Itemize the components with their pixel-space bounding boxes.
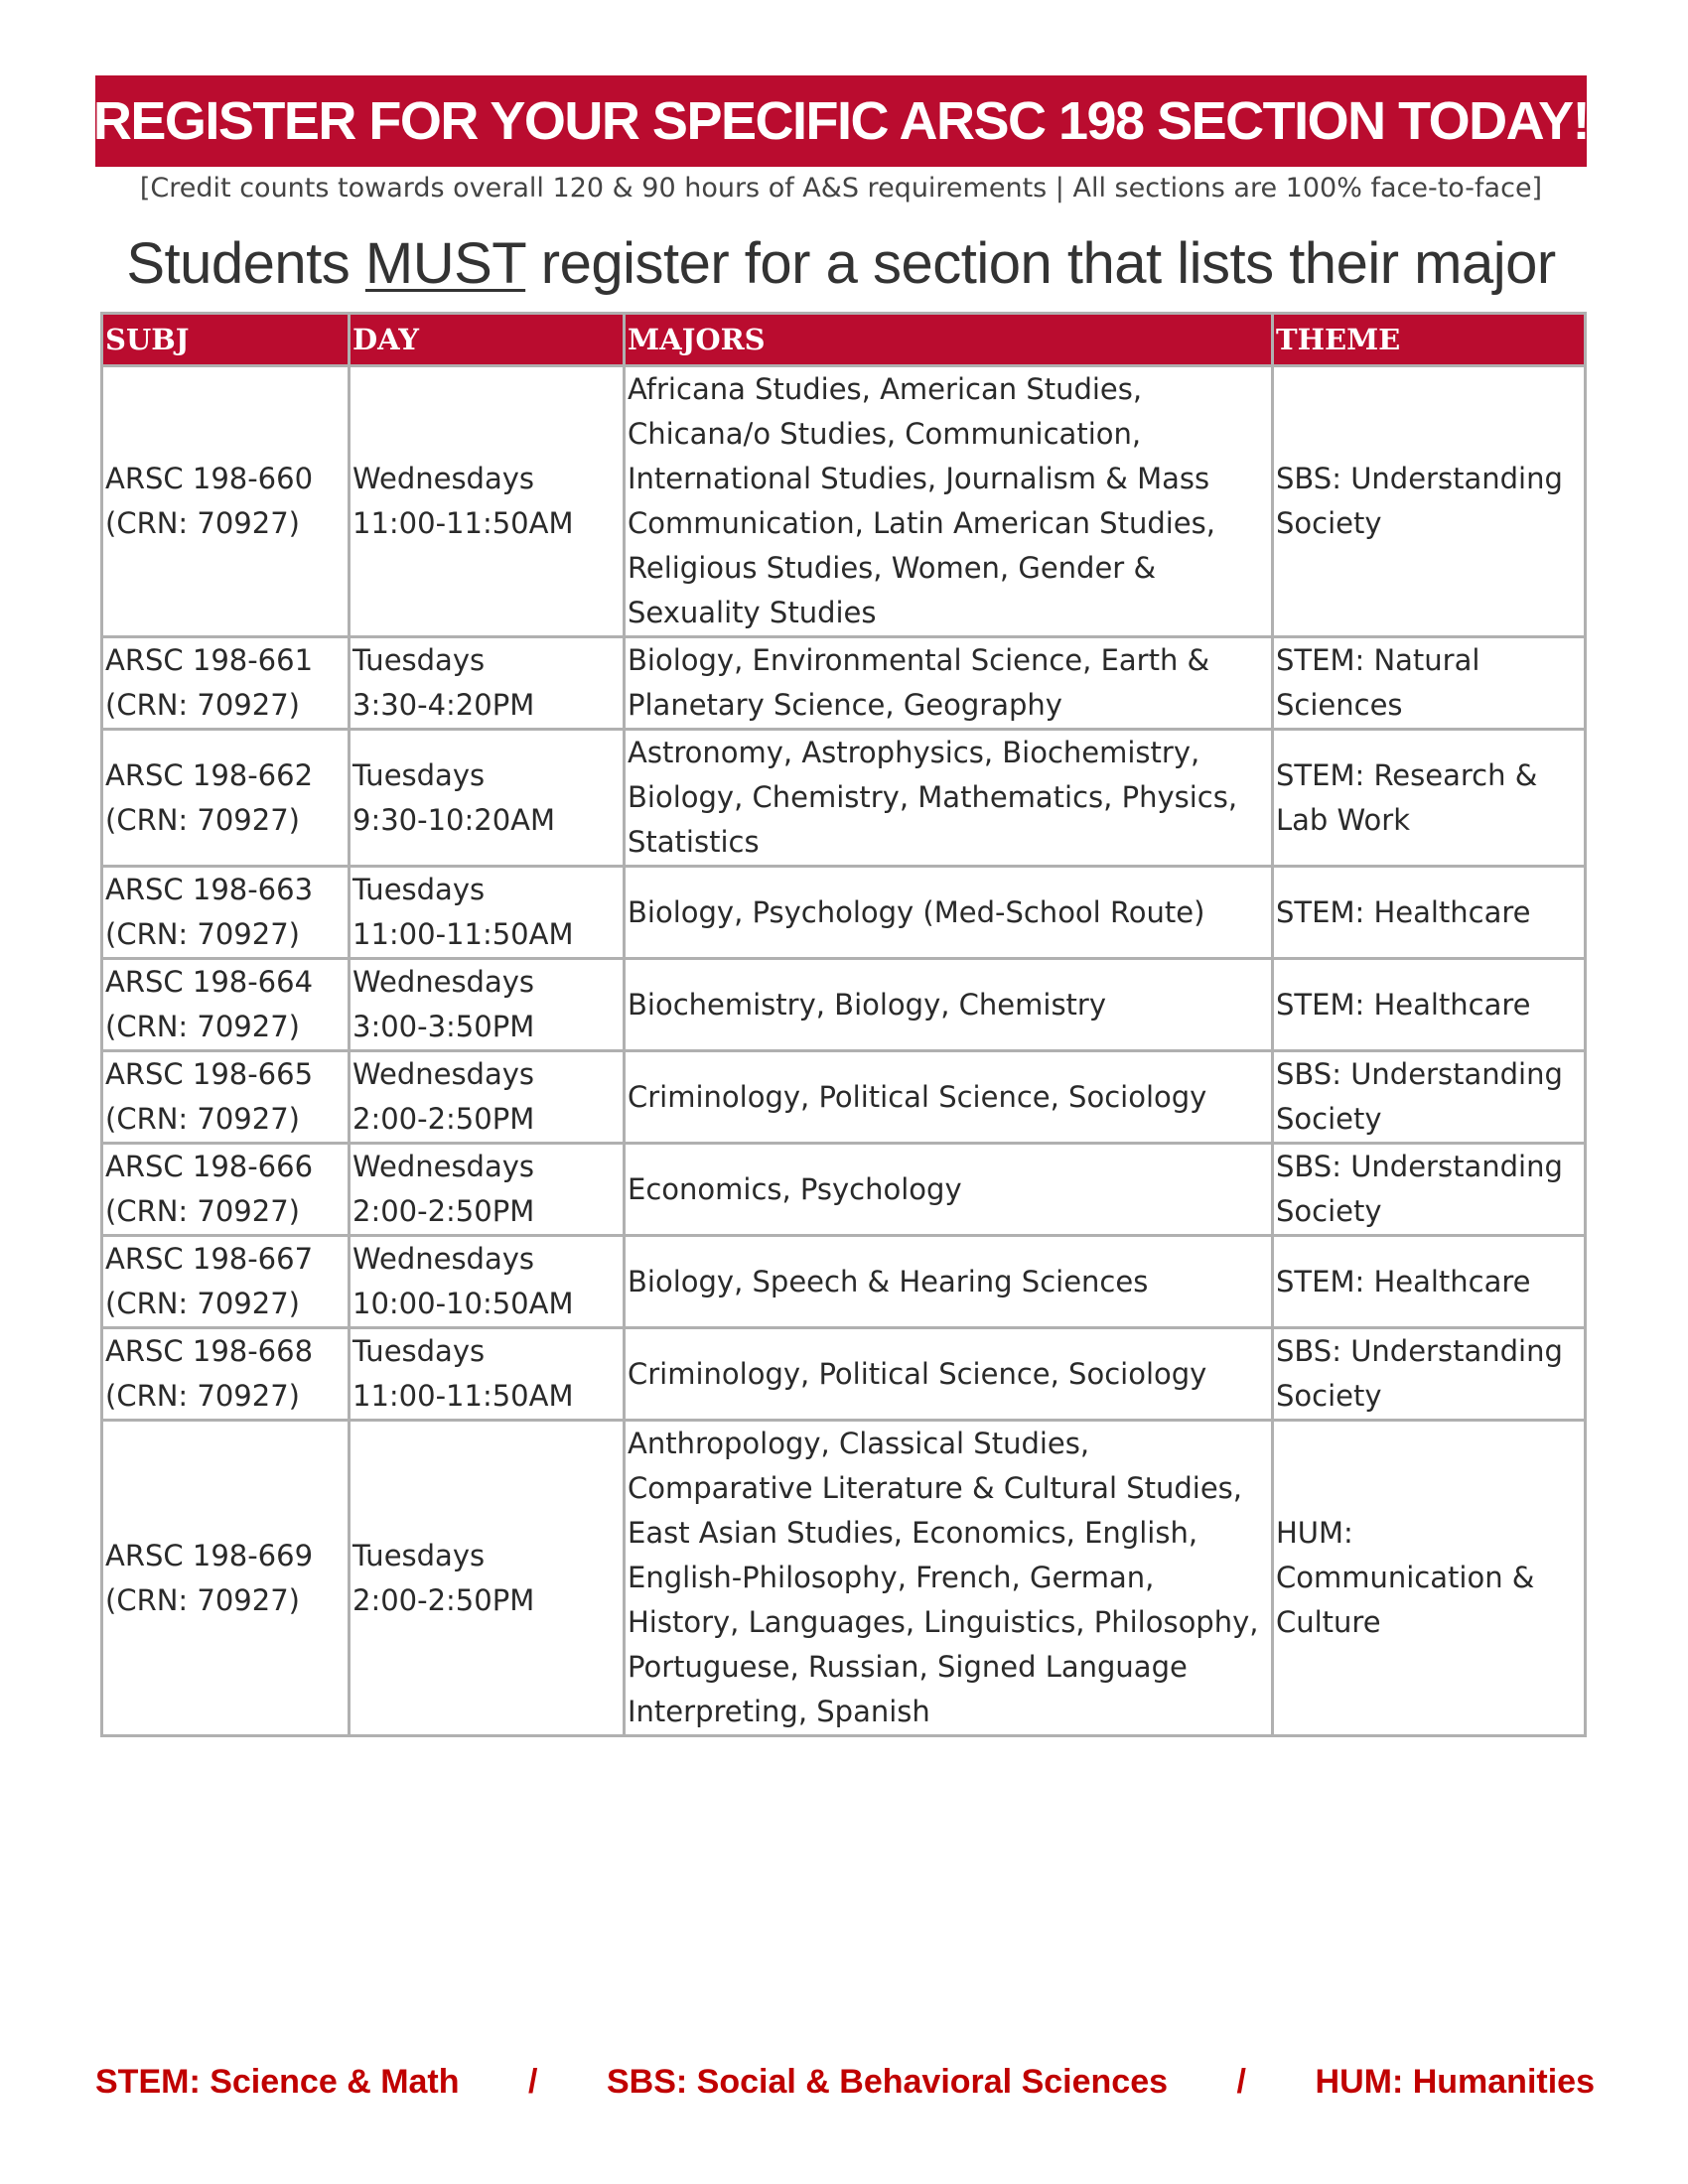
legend-hum: HUM: Humanities <box>1315 2063 1595 2101</box>
table-row <box>102 366 1586 637</box>
legend-separator: / <box>528 2063 538 2101</box>
cell-day <box>350 959 625 1051</box>
table-row <box>102 1328 1586 1421</box>
cell-day <box>350 867 625 959</box>
cell-day-line: 11:00-11:50AM <box>352 1379 574 1413</box>
cell-majors-line: Religious Studies, Women, Gender & <box>628 551 1157 585</box>
cell-majors-line: History, Languages, Linguistics, Philosophy, <box>628 1605 1259 1639</box>
cell-subj-line: (CRN: 70927) <box>105 802 300 837</box>
cell-theme-line: Culture <box>1276 1605 1381 1639</box>
cell-day-line: Tuesdays <box>352 1334 486 1368</box>
cell-day <box>350 1051 625 1144</box>
page-headline <box>95 230 1587 297</box>
cell-theme-line: STEM: Research & <box>1276 757 1538 792</box>
cell-theme-line: Society <box>1276 1102 1382 1136</box>
cell-majors-line: Biology, Speech & Hearing Sciences <box>628 1264 1149 1298</box>
cell-majors-line: Planetary Science, Geography <box>628 688 1062 722</box>
cell-subj <box>102 959 350 1051</box>
table-row <box>102 867 1586 959</box>
cell-majors-line: Biology, Psychology (Med-School Route) <box>628 894 1205 929</box>
cell-day-line: 3:30-4:20PM <box>352 688 535 722</box>
table-row <box>102 1421 1586 1736</box>
cell-subj-line: (CRN: 70927) <box>105 1102 300 1136</box>
cell-majors <box>625 366 1273 637</box>
cell-theme-line: Lab Work <box>1276 802 1410 837</box>
cell-day <box>350 1144 625 1236</box>
table-row <box>102 637 1586 730</box>
cell-majors-line: Anthropology, Classical Studies, <box>628 1427 1090 1460</box>
table-row <box>102 730 1586 867</box>
cell-subj-line: ARSC 198-667 <box>105 1242 314 1276</box>
column-header-day: DAY <box>350 314 625 366</box>
cell-subj <box>102 366 350 637</box>
table-row <box>102 1144 1586 1236</box>
cell-subj-line: ARSC 198-664 <box>105 965 314 999</box>
cell-day-line: 9:30-10:20AM <box>352 802 556 837</box>
cell-subj <box>102 1144 350 1236</box>
cell-day <box>350 366 625 637</box>
cell-theme-line: HUM: <box>1276 1516 1353 1550</box>
cell-majors <box>625 1328 1273 1421</box>
table-body <box>102 366 1586 1736</box>
cell-theme <box>1273 1421 1586 1736</box>
cell-majors-line: Communication, Latin American Studies, <box>628 506 1215 540</box>
cell-day-line: Wednesdays <box>352 1057 535 1091</box>
legend-sbs: SBS: Social & Behavioral Sciences <box>607 2063 1169 2101</box>
cell-majors-line: Criminology, Political Science, Sociology <box>628 1356 1207 1391</box>
cell-theme-line: SBS: Understanding <box>1276 1057 1563 1091</box>
cell-day-line: Tuesdays <box>352 643 486 677</box>
table-row <box>102 1051 1586 1144</box>
cell-theme <box>1273 1051 1586 1144</box>
cell-majors-line: Biology, Chemistry, Mathematics, Physics, <box>628 780 1238 814</box>
cell-majors <box>625 730 1273 867</box>
headline-after: register for a section that lists their major <box>525 231 1556 296</box>
cell-majors-line: Comparative Literature & Cultural Studies, <box>628 1471 1243 1505</box>
column-header-majors: MAJORS <box>625 314 1273 366</box>
cell-majors-line: International Studies, Journalism & Mass <box>628 462 1210 495</box>
cell-theme <box>1273 366 1586 637</box>
cell-day-line: 10:00-10:50AM <box>352 1287 574 1320</box>
column-header-theme: THEME <box>1273 314 1586 366</box>
cell-subj-line: (CRN: 70927) <box>105 506 300 540</box>
cell-theme-line: Society <box>1276 506 1382 540</box>
cell-day-line: 2:00-2:50PM <box>352 1102 535 1136</box>
cell-subj-line: ARSC 198-668 <box>105 1334 314 1368</box>
cell-subj-line: ARSC 198-663 <box>105 873 314 906</box>
cell-day-line: 2:00-2:50PM <box>352 1194 535 1228</box>
cell-majors <box>625 867 1273 959</box>
cell-majors <box>625 1236 1273 1328</box>
cell-majors-line: Chicana/o Studies, Communication, <box>628 417 1142 451</box>
cell-subj-line: ARSC 198-665 <box>105 1057 314 1091</box>
cell-subj-line: (CRN: 70927) <box>105 1582 300 1617</box>
cell-majors-line: Portuguese, Russian, Signed Language <box>628 1650 1188 1684</box>
cell-subj-line: (CRN: 70927) <box>105 1379 300 1413</box>
cell-majors-line: Sexuality Studies <box>628 596 877 629</box>
cell-theme <box>1273 1236 1586 1328</box>
cell-majors-line: Criminology, Political Science, Sociology <box>628 1079 1207 1114</box>
cell-subj <box>102 867 350 959</box>
cell-majors-line: English-Philosophy, French, German, <box>628 1561 1155 1594</box>
column-header-subj: SUBJ <box>102 314 350 366</box>
cell-majors-line: Africana Studies, American Studies, <box>628 372 1143 406</box>
cell-day-line: Wednesdays <box>352 1150 535 1183</box>
cell-subj <box>102 730 350 867</box>
theme-legend <box>95 2063 1595 2102</box>
legend-separator: / <box>1236 2063 1246 2101</box>
cell-majors <box>625 637 1273 730</box>
cell-day <box>350 1236 625 1328</box>
cell-theme-line: Sciences <box>1276 688 1403 722</box>
cell-theme-line: STEM: Healthcare <box>1276 1264 1531 1298</box>
table-header-row <box>102 314 1586 366</box>
cell-majors <box>625 959 1273 1051</box>
headline-before: Students <box>126 231 365 296</box>
cell-subj-line: (CRN: 70927) <box>105 1287 300 1320</box>
banner-title: REGISTER FOR YOUR SPECIFIC ARSC 198 SECTION TODAY! <box>95 75 1587 167</box>
headline-emphasis: MUST <box>364 231 526 296</box>
cell-theme <box>1273 867 1586 959</box>
cell-subj-line: (CRN: 70927) <box>105 1010 300 1043</box>
cell-theme-line: SBS: Understanding <box>1276 1150 1563 1183</box>
cell-majors <box>625 1144 1273 1236</box>
cell-theme-line: STEM: Natural <box>1276 643 1480 677</box>
table-row <box>102 1236 1586 1328</box>
cell-majors-line: Interpreting, Spanish <box>628 1695 930 1728</box>
cell-day <box>350 1421 625 1736</box>
cell-majors-line: Biochemistry, Biology, Chemistry <box>628 987 1107 1022</box>
cell-theme <box>1273 637 1586 730</box>
cell-day-line: Tuesdays <box>352 873 486 906</box>
cell-majors-line: Astronomy, Astrophysics, Biochemistry, <box>628 736 1200 769</box>
cell-subj-line: (CRN: 70927) <box>105 688 300 722</box>
cell-day-line: Tuesdays <box>352 757 486 792</box>
cell-day <box>350 1328 625 1421</box>
cell-day-line: Wednesdays <box>352 965 535 999</box>
cell-day-line: 11:00-11:50AM <box>352 917 574 951</box>
cell-subj-line: ARSC 198-660 <box>105 462 314 495</box>
cell-theme-line: STEM: Healthcare <box>1276 894 1531 929</box>
cell-theme-line: Society <box>1276 1379 1382 1413</box>
cell-theme-line: SBS: Understanding <box>1276 1334 1563 1368</box>
cell-theme <box>1273 959 1586 1051</box>
cell-subj <box>102 1236 350 1328</box>
cell-subj <box>102 1051 350 1144</box>
legend-stem: STEM: Science & Math <box>95 2063 460 2101</box>
section-table <box>100 312 1587 1737</box>
cell-subj <box>102 637 350 730</box>
cell-day-line: 11:00-11:50AM <box>352 506 574 540</box>
cell-subj <box>102 1328 350 1421</box>
cell-theme-line: Communication & <box>1276 1561 1535 1594</box>
cell-majors-line: Statistics <box>628 825 760 859</box>
cell-subj-line: (CRN: 70927) <box>105 1194 300 1228</box>
cell-theme-line: SBS: Understanding <box>1276 462 1563 495</box>
cell-subj-line: (CRN: 70927) <box>105 917 300 951</box>
cell-theme <box>1273 1144 1586 1236</box>
cell-subj-line: ARSC 198-661 <box>105 643 314 677</box>
cell-subj-line: ARSC 198-669 <box>105 1538 314 1572</box>
cell-subj <box>102 1421 350 1736</box>
cell-theme-line: STEM: Healthcare <box>1276 987 1531 1022</box>
cell-majors-line: Economics, Psychology <box>628 1171 962 1206</box>
cell-majors <box>625 1421 1273 1736</box>
cell-theme-line: Society <box>1276 1194 1382 1228</box>
cell-theme <box>1273 1328 1586 1421</box>
cell-day-line: 2:00-2:50PM <box>352 1582 535 1617</box>
cell-day-line: Tuesdays <box>352 1538 486 1572</box>
cell-day-line: Wednesdays <box>352 462 535 495</box>
cell-majors-line: Biology, Environmental Science, Earth & <box>628 643 1210 677</box>
cell-subj-line: ARSC 198-666 <box>105 1150 314 1183</box>
cell-subj-line: ARSC 198-662 <box>105 757 314 792</box>
cell-majors <box>625 1051 1273 1144</box>
credit-note: [Credit counts towards overall 120 & 90 hours of A&S requirements | All sections are 100% face-to-face] <box>139 173 1543 204</box>
cell-day-line: 3:00-3:50PM <box>352 1010 535 1043</box>
cell-day-line: Wednesdays <box>352 1242 535 1276</box>
cell-day <box>350 730 625 867</box>
cell-majors-line: East Asian Studies, Economics, English, <box>628 1516 1198 1550</box>
cell-theme <box>1273 730 1586 867</box>
cell-day <box>350 637 625 730</box>
table-row <box>102 959 1586 1051</box>
